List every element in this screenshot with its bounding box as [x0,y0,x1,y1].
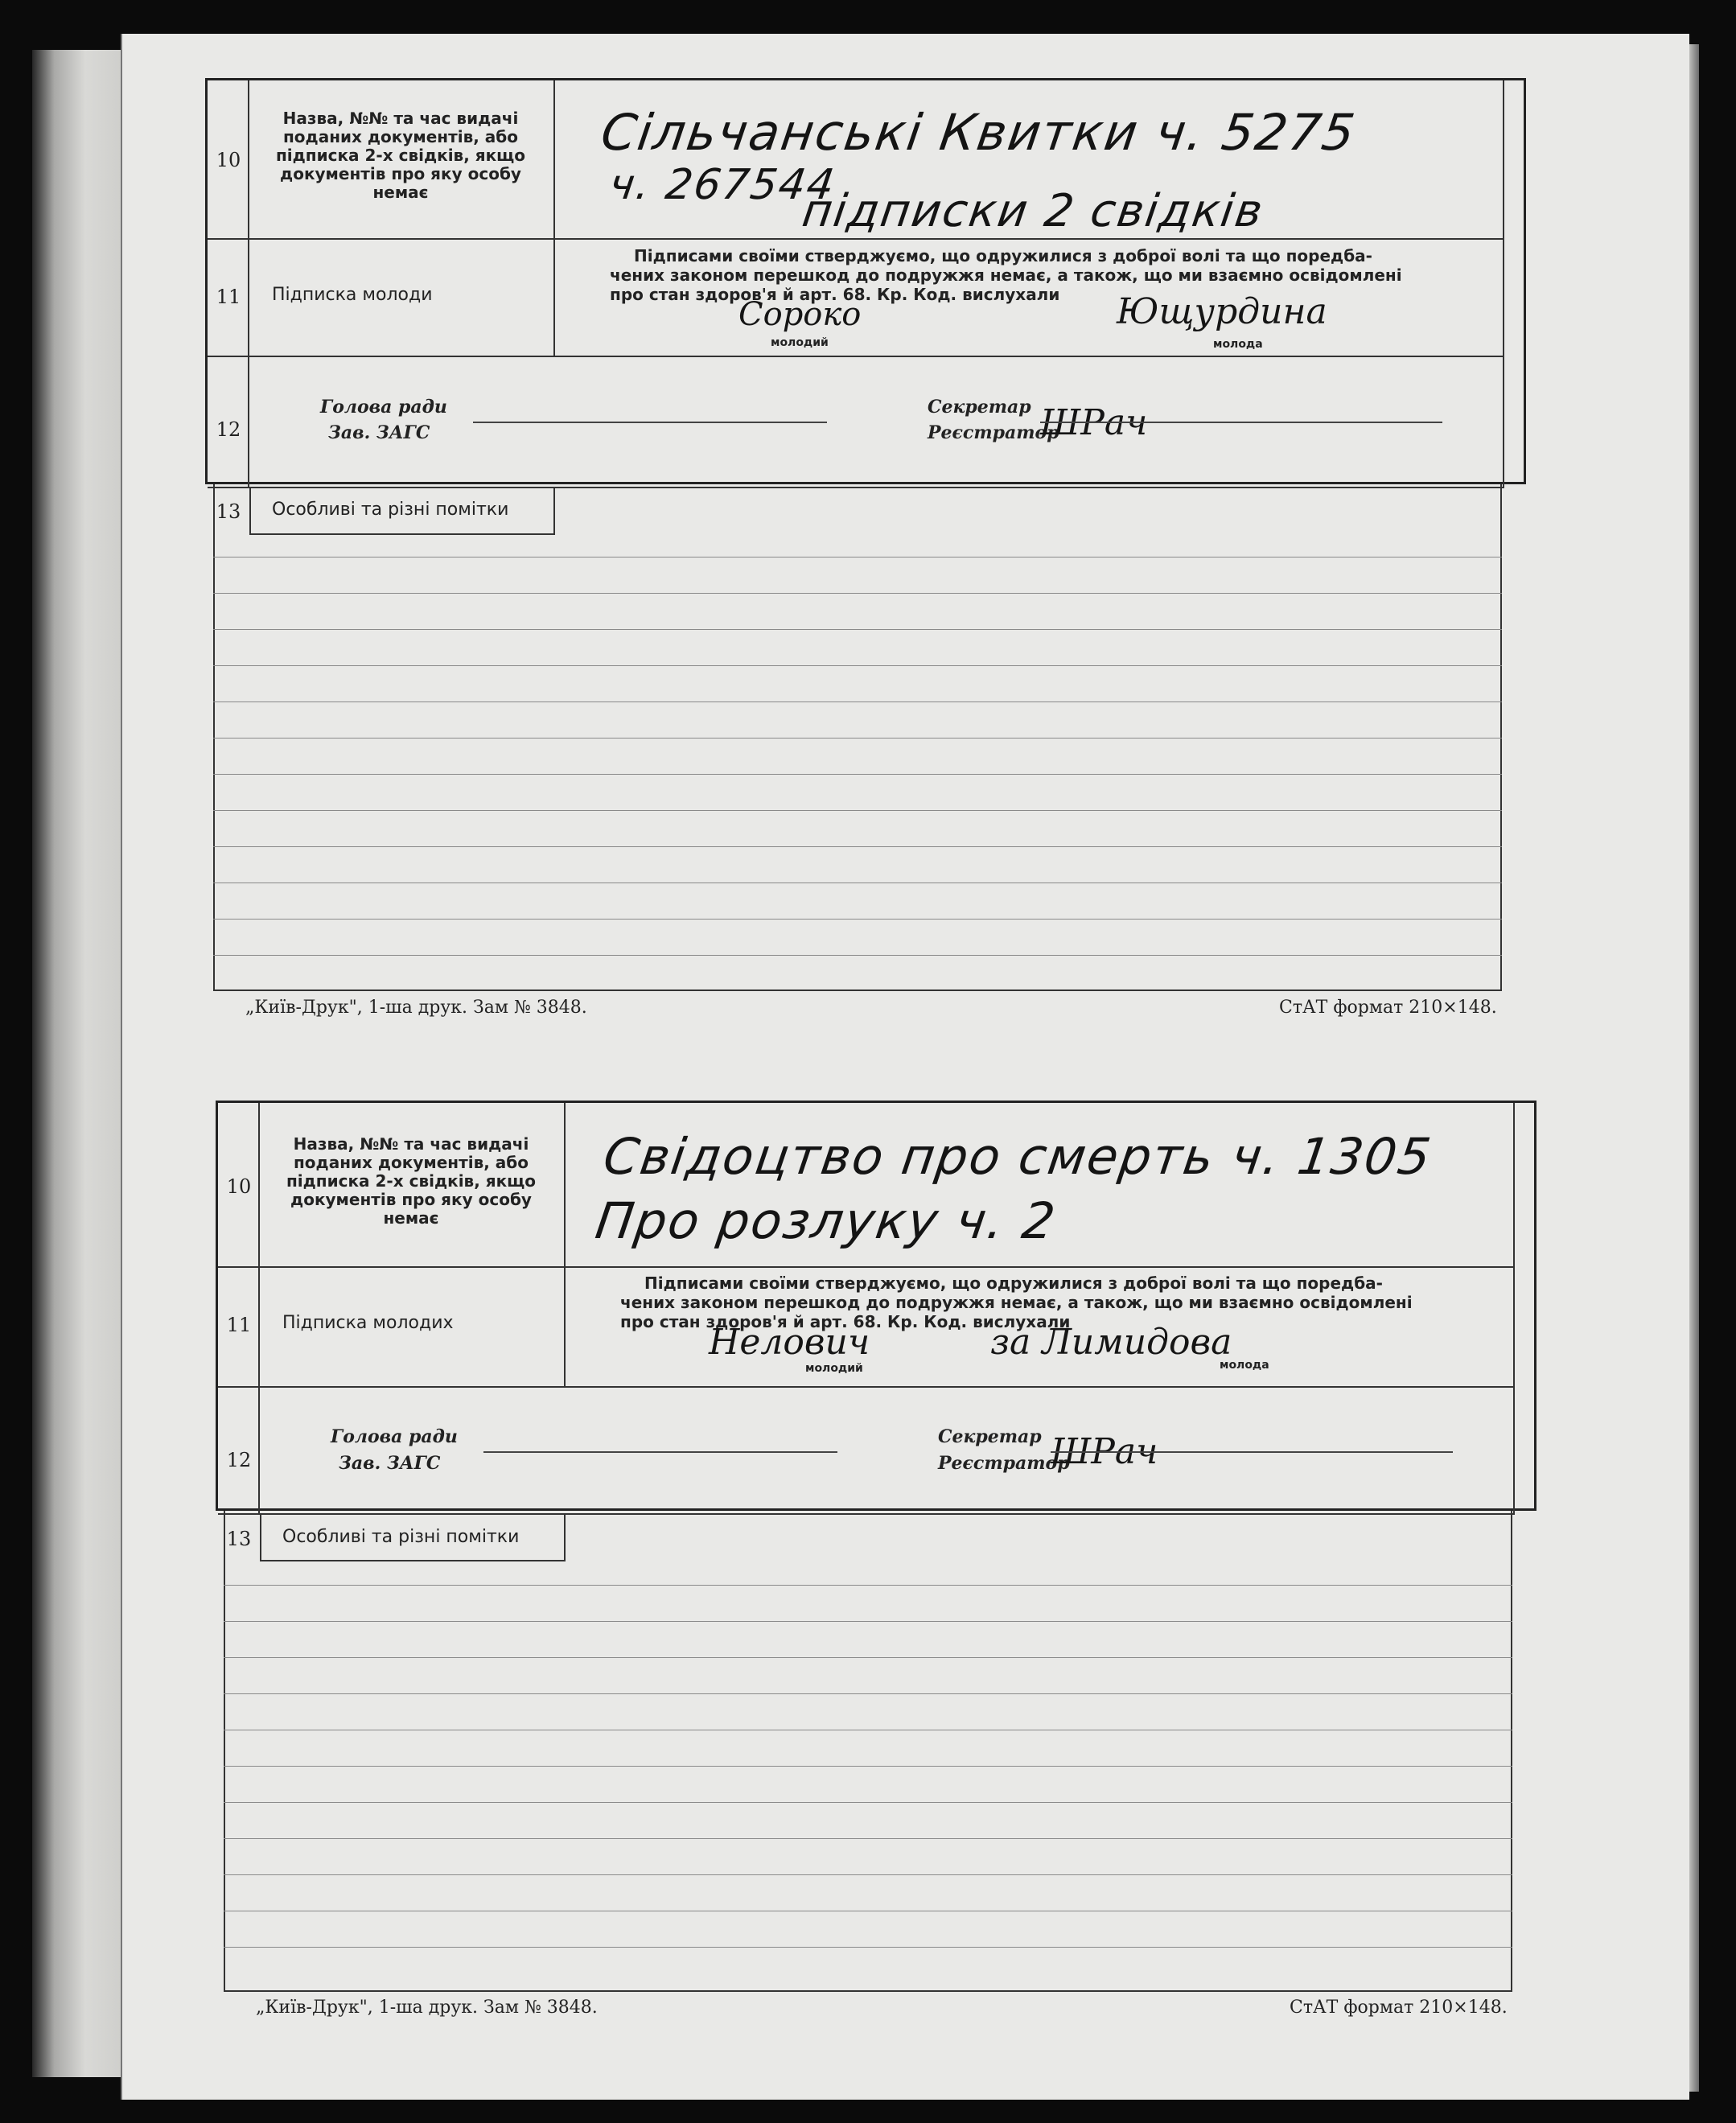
binding-edge [32,50,121,2077]
couple-signature-label: Підписка молоди [272,285,433,305]
notes-line [213,955,1502,956]
documents-label [266,1135,556,1228]
registrar-signature-line [1040,422,1442,423]
groom-caption: молодий [771,336,829,349]
groom-caption: молодий [805,1362,863,1375]
notes-line [213,810,1502,811]
label-line: документів про яку особу [290,1190,532,1209]
registrar-signature: ШРач [1051,1431,1158,1472]
pledge-line: чених законом перешкод до подружжя немає, а також, що ми взаємно освідомлені [610,265,1402,285]
notes-line [224,1802,1512,1803]
row-number-12: 12 [216,418,241,441]
form-format: СтАТ формат 210×148. [1290,1998,1508,2018]
label-line: немає [383,1208,439,1228]
label-line: Назва, №№ та час видачі [282,109,519,128]
label-line: поданих документів, або [293,1153,529,1172]
council-head-title: Голова ради [320,397,447,418]
notes-line [224,1766,1512,1767]
bride-caption: молода [1213,338,1263,351]
row-number-13: 13 [226,1528,252,1550]
notes-line [213,701,1502,702]
registry-head-title: Зав. ЗАГС [328,422,430,443]
registrar-title: Реєстратор [928,422,1059,443]
notes-line [213,846,1502,847]
notes-area [224,1511,1512,1992]
registrar-signature-line [1051,1451,1453,1453]
notes-line [213,919,1502,920]
head-signature-line [473,422,827,423]
registrar-title: Реєстратор [938,1453,1070,1474]
form-frame [216,1101,1536,1550]
notes-line [213,665,1502,666]
notes-line [224,1621,1512,1622]
printer-imprint: „Київ-Друк", 1-ша друк. Зам № 3848. [245,998,587,1018]
label-line: документів про яку особу [280,164,521,183]
pledge-line: про стан здоров'я й арт. 68. Кр. Код. вислухали [620,1312,1071,1331]
page-edge-right [1689,44,1699,2092]
pledge-line: про стан здоров'я й арт. 68. Кр. Код. вислухали [610,285,1060,304]
printer-imprint: „Київ-Друк", 1-ша друк. Зам № 3848. [256,1998,598,2018]
handwritten-documents-line-2: ч. 267544 [606,161,839,209]
groom-signature: Нелович [709,1322,870,1363]
bride-signature: за Лимидова [990,1322,1232,1363]
notes-line [224,1693,1512,1694]
label-line: підписка 2-х свідків, якщо [275,146,526,165]
label-line: Назва, №№ та час видачі [293,1134,529,1154]
notes-line [224,1838,1512,1839]
register-form-top [205,78,1526,1018]
row-number-10: 10 [216,149,241,171]
couple-signature-label: Підписка молодих [282,1313,454,1333]
bride-caption: молода [1220,1359,1269,1372]
row-number-10: 10 [226,1175,252,1198]
special-notes-label: Особливі та різні помітки [272,500,509,520]
notes-line [213,774,1502,775]
label-line: поданих документів, або [282,127,518,146]
special-notes-label: Особливі та різні помітки [282,1527,520,1547]
handwritten-documents-line-1: Свідоцтво про смерть ч. 1305 [599,1127,1436,1186]
form-format: СтАТ формат 210×148. [1279,998,1497,1018]
form-frame [205,78,1526,523]
handwritten-documents-line-2: Про розлуку ч. 2 [591,1191,1060,1250]
notes-line [224,1874,1512,1875]
row-number-12: 12 [226,1449,252,1471]
registrar-signature: ШРач [1040,402,1148,443]
secretary-title: Секретар [938,1426,1042,1447]
notes-line [213,629,1502,630]
label-line: підписка 2-х свідків, якщо [286,1171,537,1191]
label-line: немає [372,183,429,202]
pledge-line: чених законом перешкод до подружжя немає, а також, що ми взаємно освідомлені [620,1293,1413,1312]
notes-line [224,1947,1512,1948]
notes-line [224,1585,1512,1586]
handwritten-documents-line-1: Сільчанські Квитки ч. 5275 [597,103,1360,162]
row-number-13: 13 [216,500,241,523]
groom-signature: Сороко [738,296,862,333]
register-form-bottom [216,1101,1536,2018]
bride-signature: Ющурдина [1117,291,1327,332]
row-number-11: 11 [216,286,241,308]
registry-head-title: Зав. ЗАГС [339,1453,441,1474]
row-number-11: 11 [226,1314,252,1336]
notes-line [224,1657,1512,1658]
pledge-line: Підписами своїми стверджуємо, що одружилися з доброї волі та що поредба- [634,246,1372,265]
secretary-title: Секретар [928,397,1031,418]
council-head-title: Голова ради [331,1426,458,1447]
head-signature-line [483,1451,837,1453]
notes-line [213,593,1502,594]
pledge-line: Підписами своїми стверджуємо, що одружилися з доброї волі та що поредба- [644,1273,1383,1293]
documents-label [256,109,545,202]
notes-line [213,738,1502,739]
handwritten-documents-line-3: підписки 2 свідків [799,185,1268,237]
